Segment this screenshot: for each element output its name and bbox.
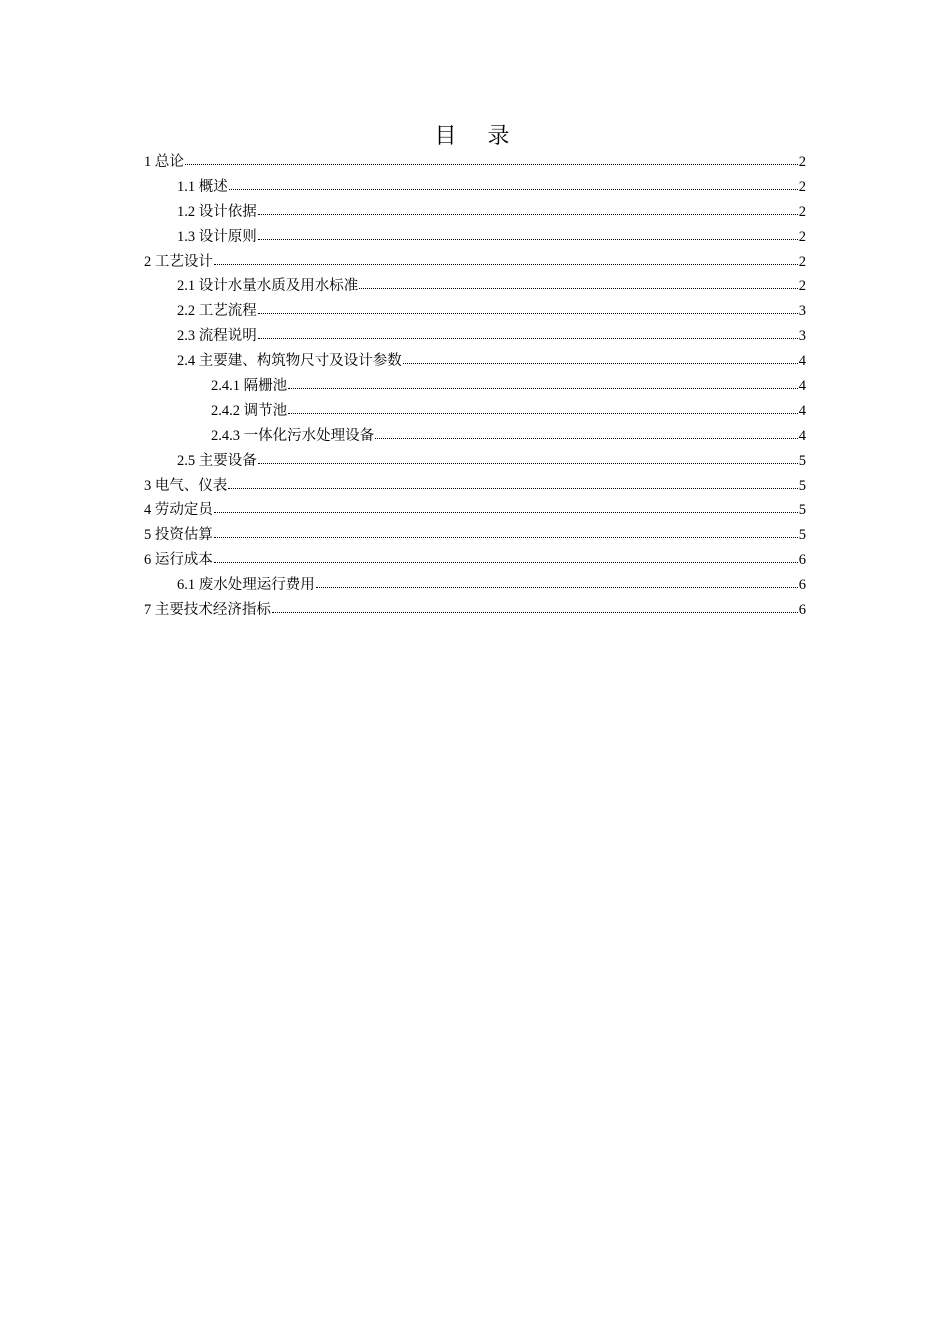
toc-entry-page-number: 6: [798, 552, 806, 569]
toc-entry[interactable]: [144, 424, 806, 449]
toc-entry[interactable]: [144, 274, 806, 299]
toc-dot-leader: [403, 351, 798, 365]
toc-title: 目 录: [434, 124, 522, 149]
toc-entry-page-number: 4: [798, 378, 806, 395]
toc-entry-label: 2.4.1 隔栅池: [211, 378, 288, 395]
toc-entry-page-number: 6: [798, 602, 806, 619]
toc-entry[interactable]: [144, 449, 806, 474]
toc-entry-page-number: 5: [798, 477, 806, 494]
toc-dot-leader: [258, 451, 798, 465]
toc-entry-page-number: 2: [798, 253, 806, 270]
toc-entry-page-number: 3: [798, 303, 806, 320]
toc-entry-page-number: 2: [798, 278, 806, 295]
toc-entry[interactable]: [144, 374, 806, 399]
toc-dot-leader: [214, 550, 798, 564]
toc-entry[interactable]: [144, 299, 806, 324]
toc-dot-leader: [214, 500, 798, 514]
toc-entry-label: 1.2 设计依据: [177, 203, 257, 220]
toc-entry[interactable]: [144, 573, 806, 598]
toc-entry-label: 4 劳动定员: [144, 502, 213, 519]
toc-entry-page-number: 6: [798, 577, 806, 594]
toc-entry-page-number: 2: [798, 178, 806, 195]
toc-entry-page-number: 5: [798, 527, 806, 544]
toc-dot-leader: [228, 476, 797, 490]
toc-dot-leader: [258, 202, 798, 216]
toc-entry-page-number: 2: [798, 228, 806, 245]
toc-entry-page-number: 2: [798, 203, 806, 220]
toc-dot-leader: [288, 401, 798, 415]
toc-dot-leader: [229, 177, 798, 191]
toc-entry[interactable]: [144, 250, 806, 275]
toc-entry-label: 2.2 工艺流程: [177, 303, 257, 320]
toc-entry-label: 7 主要技术经济指标: [144, 602, 271, 619]
toc-dot-leader: [359, 276, 798, 290]
toc-entry-label: 6 运行成本: [144, 552, 213, 569]
toc-entry-label: 2 工艺设计: [144, 253, 213, 270]
toc-entry[interactable]: [144, 175, 806, 200]
toc-entry-label: 6.1 废水处理运行费用: [177, 577, 315, 594]
toc-entry-page-number: 3: [798, 328, 806, 345]
toc-entry-label: 1.1 概述: [177, 178, 228, 195]
toc-entry-label: 2.3 流程说明: [177, 328, 257, 345]
toc-entry-label: 2.4.2 调节池: [211, 402, 288, 419]
toc-entry[interactable]: [144, 548, 806, 573]
toc-entry[interactable]: [144, 349, 806, 374]
toc-entry[interactable]: [144, 598, 806, 623]
toc-entry[interactable]: [144, 474, 806, 499]
toc-entry[interactable]: [144, 225, 806, 250]
toc-entry-page-number: 5: [798, 452, 806, 469]
toc-dot-leader: [258, 301, 798, 315]
toc-entry-page-number: 4: [798, 353, 806, 370]
toc-dot-leader: [316, 575, 798, 589]
toc-dot-leader: [288, 376, 798, 390]
toc-dot-leader: [185, 152, 798, 166]
toc-dot-leader: [258, 326, 798, 340]
toc-dot-leader: [258, 227, 798, 241]
toc-entry[interactable]: [144, 399, 806, 424]
table-of-contents: [144, 150, 806, 623]
toc-entry-page-number: 4: [798, 402, 806, 419]
toc-dot-leader: [214, 525, 798, 539]
toc-entry[interactable]: [144, 324, 806, 349]
toc-entry-page-number: 4: [798, 427, 806, 444]
toc-dot-leader: [214, 252, 798, 266]
toc-entry-label: 2.1 设计水量水质及用水标准: [177, 278, 359, 295]
toc-entry-label: 2.4.3 一体化污水处理设备: [211, 427, 375, 444]
toc-entry-label: 1.3 设计原则: [177, 228, 257, 245]
toc-dot-leader: [375, 426, 798, 440]
toc-entry-label: 2.5 主要设备: [177, 452, 257, 469]
toc-entry-label: 5 投资估算: [144, 527, 213, 544]
toc-entry[interactable]: [144, 150, 806, 175]
toc-entry-page-number: 5: [798, 502, 806, 519]
toc-entry-label: 2.4 主要建、构筑物尺寸及设计参数: [177, 353, 402, 370]
toc-entry[interactable]: [144, 498, 806, 523]
toc-entry-page-number: 2: [798, 154, 806, 170]
toc-entry-label: 1 总论: [144, 154, 184, 170]
toc-entry-label: 3 电气、仪表: [144, 477, 228, 494]
toc-entry[interactable]: [144, 200, 806, 225]
toc-dot-leader: [272, 600, 798, 614]
toc-entry[interactable]: [144, 523, 806, 548]
